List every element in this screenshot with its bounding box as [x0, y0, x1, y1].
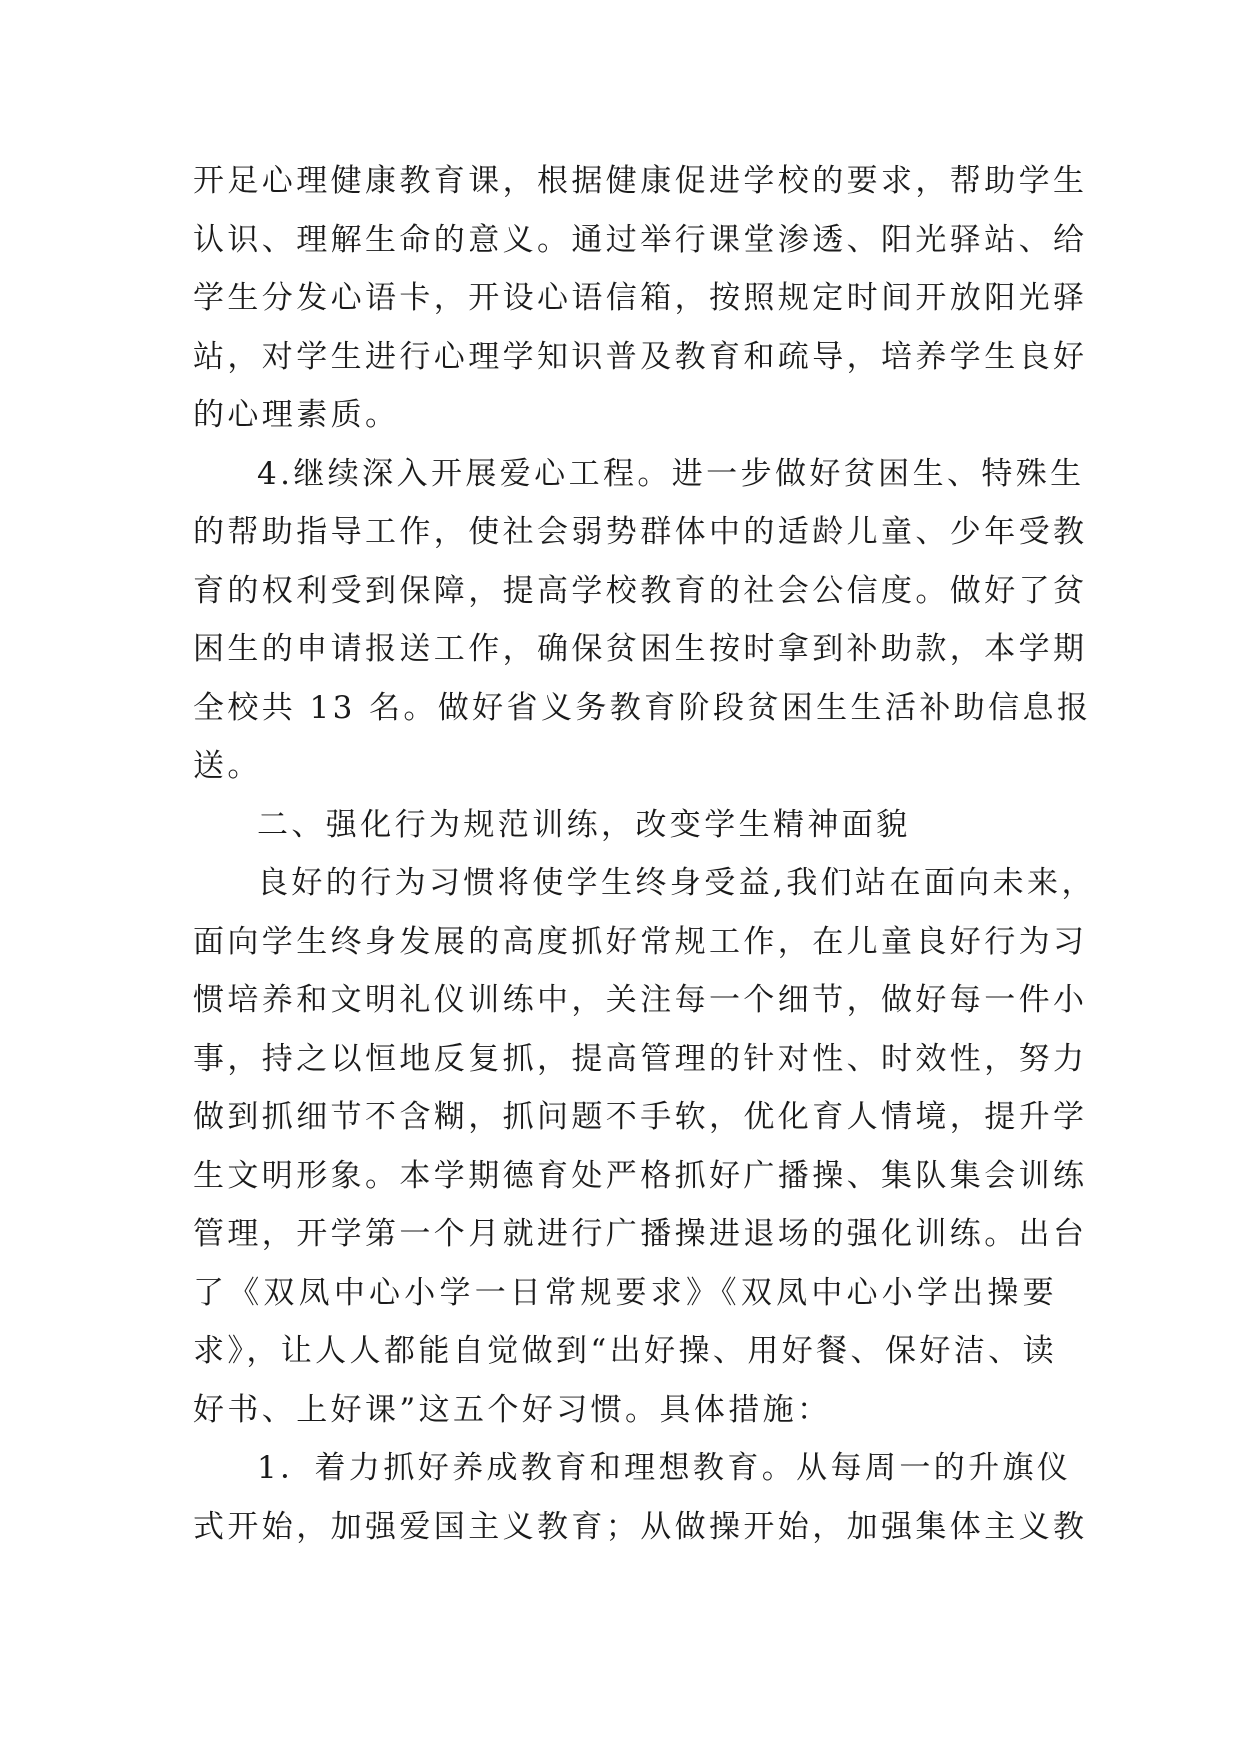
text-line: 二、强化行为规范训练，改变学生精神面貌 [257, 806, 911, 843]
text-line: 式开始，加强爱国主义教育；从做操开始，加强集体主义教 [193, 1508, 1088, 1545]
document-body [193, 152, 1096, 1556]
text-line: 困生的申请报送工作，确保贫困生按时拿到补助款，本学期 [193, 631, 1088, 667]
paragraph [193, 854, 1096, 1439]
text-line: 生文明形象。本学期德育处严格抓好广播操、集队集会训练 [193, 1157, 1088, 1194]
text-line: 的帮助指导工作，使社会弱势群体中的适龄儿童、少年受教 [193, 514, 1088, 550]
text-line: 全校共 13 名。做好省义务教育阶段贫困生生活补助信息报 [193, 689, 1092, 726]
section-heading [193, 796, 1057, 855]
text-line: 1．着力抓好养成教育和理想教育。从每周一的升旗仪 [257, 1450, 1072, 1486]
text-line: 惯培养和文明礼仪训练中，关注每一个细节，做好每一件小 [193, 982, 1088, 1018]
text-line: 事，持之以恒地反复抓，提高管理的针对性、时效性，努力 [193, 1040, 1088, 1077]
text-line: 良好的行为习惯将使学生终身受益,我们站在面向未来， [257, 865, 1096, 901]
text-line: 4.继续深入开展爱心工程。进一步做好贫困生、特殊生 [257, 455, 1085, 492]
text-line: 求》，让人人都能自觉做到“出好操、用好餐、保好洁、读 [193, 1333, 1057, 1369]
paragraph [193, 1439, 1088, 1556]
text-line: 站，对学生进行心理学知识普及教育和疏导，培养学生良好 [193, 338, 1088, 375]
text-line: 的心理素质。 [193, 397, 400, 433]
text-line: 好书、上好课”这五个好习惯。具体措施： [193, 1391, 832, 1428]
text-line: 面向学生终身发展的高度抓好常规工作，在儿童良好行为习 [193, 923, 1088, 960]
paragraph [193, 445, 1092, 796]
text-line: 开足心理健康教育课，根据健康促进学校的要求，帮助学生 [193, 163, 1088, 199]
text-line: 做到抓细节不含糊，抓问题不手软，优化育人情境，提升学 [193, 1099, 1088, 1135]
text-line: 育的权利受到保障，提高学校教育的社会公信度。做好了贫 [193, 572, 1088, 609]
text-line: 认识、理解生命的意义。通过举行课堂渗透、阳光驿站、给 [193, 221, 1088, 258]
text-line: 学生分发心语卡，开设心语信箱，按照规定时间开放阳光驿 [193, 280, 1088, 316]
paragraph [193, 152, 1088, 445]
text-line: 送。 [193, 748, 262, 784]
text-line: 了《双凤中心小学一日常规要求》《双凤中心小学出操要 [193, 1274, 1057, 1311]
text-line: 管理，开学第一个月就进行广播操进退场的强化训练。出台 [193, 1216, 1088, 1252]
